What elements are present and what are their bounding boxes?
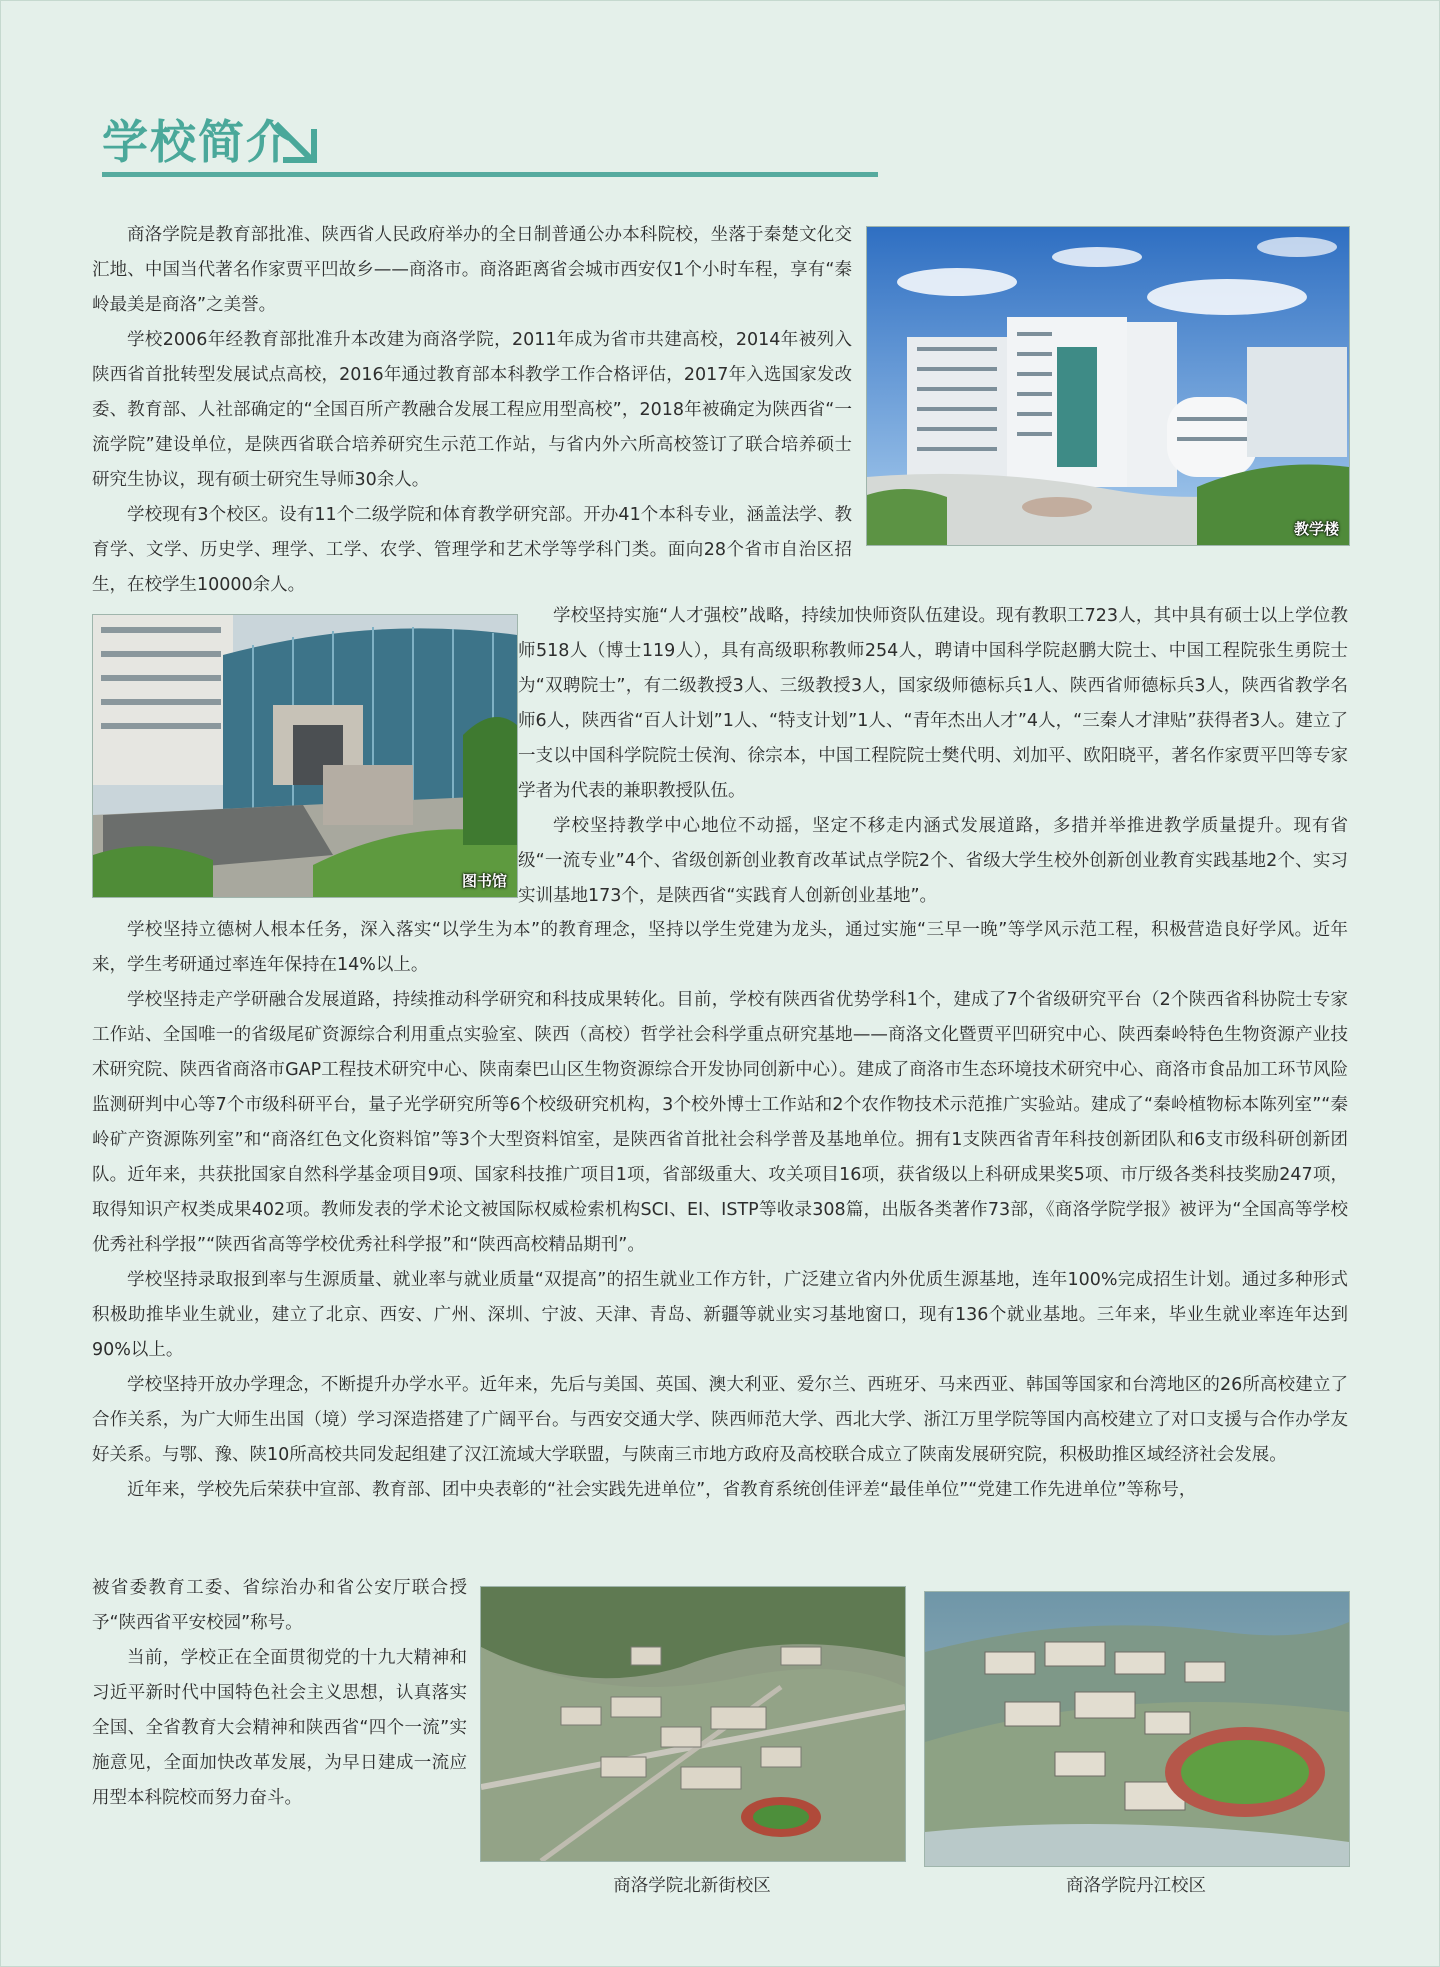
north-campus-photo xyxy=(480,1586,906,1862)
library-photo xyxy=(92,614,518,898)
paragraph: 学校坚持教学中心地位不动摇，坚定不移走内涵式发展道路，多措并举推进教学质量提升。现有省级“一流专业”4个、省级创新创业教育改革试点学院2个、省级大学生校外创新创业教育实践基地2个、实习实训基地173个，是陕西省“实践育人创新创业基地”。 xyxy=(518,816,1348,906)
closing-text-block xyxy=(92,1571,467,1816)
paragraph: 学校坚持实施“人才强校”战略，持续加快师资队伍建设。现有教职工723人，其中具有硕士以上学位教师518人（博士119人），具有高级职称教师254人，聘请中国科学院赵鹏大院士、中国工程院张生勇院士为“双聘院士”，有二级教授3人、三级教授3人，国家级师德标兵1人、陕西省师德标兵3人，陕西省教学名师6人，陕西省“百人计划”1人、“特支计划”1人、“青年杰出人才”4人，“三秦人才津贴”获得者3人。建立了一支以中国科学院院士侯洵、徐宗本，中国工程院院士樊代明、刘加平、欧阳晓平，著名作家贾平凹等专家学者为代表的兼职教授队伍。 xyxy=(518,606,1348,801)
intro-text-block xyxy=(92,218,852,603)
paragraph: 学校坚持立德树人根本任务，深入落实“以学生为本”的教育理念，坚持以学生党建为龙头，通过实施“三早一晚”等学风示范工程，积极营造良好学风。近年来，学生考研通过率连年保持在14%以上。 xyxy=(92,920,1348,975)
header-divider xyxy=(102,172,878,177)
faculty-text-block xyxy=(518,599,1348,914)
danjiang-campus-photo xyxy=(924,1591,1350,1867)
danjiang-campus-caption: 商洛学院丹江校区 xyxy=(1066,1876,1206,1896)
arrow-down-right-icon xyxy=(272,118,324,168)
main-text-block xyxy=(92,913,1348,1508)
north-campus-caption: 商洛学院北新街校区 xyxy=(613,1876,771,1896)
paragraph: 学校坚持录取报到率与生源质量、就业率与就业质量“双提高”的招生就业工作方针，广泛建立省内外优质生源基地，连年100%完成招生计划。通过多种形式积极助推毕业生就业，建立了北京、西安、广州、深圳、宁波、天津、青岛、新疆等就业实习基地窗口，现有136个就业基地。三年来，毕业生就业率连年达到90%以上。 xyxy=(92,1270,1348,1360)
paragraph: 学校现有3个校区。设有11个二级学院和体育教学研究部。开办41个本科专业，涵盖法学、教育学、文学、历史学、理学、工学、农学、管理学和艺术学等学科门类。面向28个省市自治区招生，在校学生10000余人。 xyxy=(92,505,852,595)
paragraph: 被省委教育工委、省综治办和省公安厅联合授予“陕西省平安校园”称号。 xyxy=(92,1578,467,1633)
section-header xyxy=(102,108,878,180)
paragraph: 近年来，学校先后荣获中宣部、教育部、团中央表彰的“社会实践先进单位”，省教育系统创佳评差“最佳单位”“党建工作先进单位”等称号， xyxy=(127,1480,1197,1500)
page-title: 学校简介 xyxy=(102,115,294,169)
paragraph: 当前，学校正在全面贯彻党的十九大精神和习近平新时代中国特色社会主义思想，认真落实全国、全省教育大会精神和陕西省“四个一流”实施意见，全面加快改革发展，为早日建成一流应用型本科院校而努力奋斗。 xyxy=(92,1648,467,1808)
paragraph: 学校坚持走产学研融合发展道路，持续推动科学研究和科技成果转化。目前，学校有陕西省优势学科1个，建成了7个省级研究平台（2个陕西省科协院士专家工作站、全国唯一的省级尾矿资源综合利用重点实验室、陕西（高校）哲学社会科学重点研究基地——商洛文化暨贾平凹研究中心、陕西秦岭特色生物资源产业技术研究院、陕西省商洛市GAP工程技术研究中心、陕南秦巴山区生物资源综合开发协同创新中心）。建成了商洛市生态环境技术研究中心、商洛市食品加工环节风险监测研判中心等7个市级科研平台，量子光学研究所等6个校级研究机构，3个校外博士工作站和2个农作物技术示范推广实验站。建成了“秦岭植物标本陈列室”“秦岭矿产资源陈列室”和“商洛红色文化资料馆”等3个大型资料馆室，是陕西省首批社会科学普及基地单位。拥有1支陕西省青年科技创新团队和6支市级科研创新团队。近年来，共获批国家自然科学基金项目9项、国家科技推广项目1项，省部级重大、攻关项目16项，获省级以上科研成果奖5项、市厅级各类科技奖励247项，取得知识产权类成果402项。教师发表的学术论文被国际权威检索机构SCI、EI、ISTP等收录308篇，出版各类著作73部，《商洛学院学报》被评为“全国高等学校优秀社科学报”“陕西省高等学校优秀社科学报”和“陕西高校精品期刊”。 xyxy=(92,990,1348,1255)
paragraph: 商洛学院是教育部批准、陕西省人民政府举办的全日制普通公办本科院校，坐落于秦楚文化交汇地、中国当代著名作家贾平凹故乡——商洛市。商洛距离省会城市西安仅1个小时车程，享有“秦岭最美是商洛”之美誉。 xyxy=(92,225,852,315)
photo-label: 图书馆 xyxy=(461,872,507,890)
paragraph: 学校坚持开放办学理念，不断提升办学水平。近年来，先后与美国、英国、澳大利亚、爱尔兰、西班牙、马来西亚、韩国等国家和台湾地区的26所高校建立了合作关系，为广大师生出国（境）学习深造搭建了广阔平台。与西安交通大学、陕西师范大学、西北大学、浙江万里学院等国内高校建立了对口支援与合作办学友好关系。与鄂、豫、陕10所高校共同发起组建了汉江流域大学联盟，与陕南三市地方政府及高校联合成立了陕南发展研究院，积极助推区域经济社会发展。 xyxy=(92,1375,1348,1465)
paragraph: 学校2006年经教育部批准升本改建为商洛学院，2011年成为省市共建高校，2014年被列入陕西省首批转型发展试点高校，2016年通过教育部本科教学工作合格评估，2017年入选国家发改委、教育部、人社部确定的“全国百所产教融合发展工程应用型高校”，2018年被确定为陕西省“一流学院”建设单位，是陕西省联合培养研究生示范工作站，与省内外六所高校签订了联合培养硕士研究生协议，现有硕士研究生导师30余人。 xyxy=(92,330,852,490)
photo-label: 教学楼 xyxy=(1293,520,1339,538)
teaching-building-photo xyxy=(866,226,1350,546)
